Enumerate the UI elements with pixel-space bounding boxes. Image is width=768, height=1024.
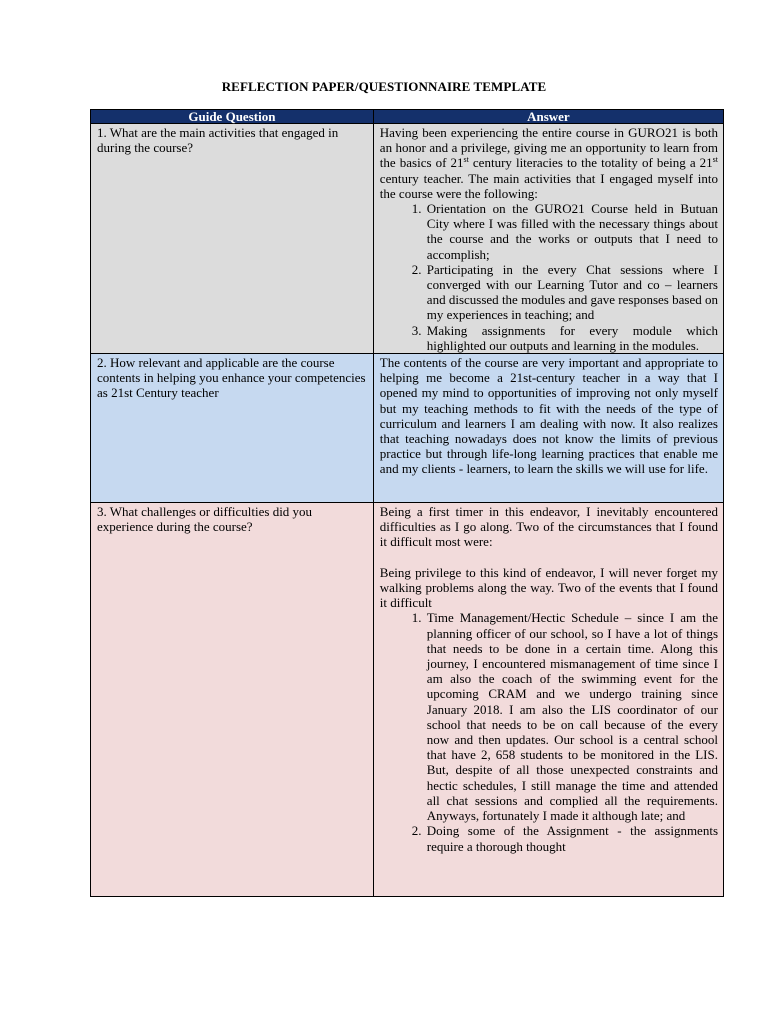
list-item: 1. Orientation on the GURO21 Course held in Butuan City where I was filled with the necessary things about the course and the works or outputs that I need to accomplish; — [425, 201, 718, 262]
activity-list — [380, 201, 718, 353]
list-item: 2. Doing some of the Assignment - the assignments require a thorough thought — [425, 823, 718, 853]
answer-paragraph: Being a first timer in this endeavor, I inevitably encountered difficulties as I go along. Two of the circumstances that I found it difficult most were: — [379, 504, 718, 550]
reflection-table — [90, 109, 724, 897]
question-text: 2. How relevant and applicable are the course contents in helping you enhance your competencies as 21st Century teacher — [97, 355, 366, 401]
header-answer: Answer — [373, 110, 723, 124]
question-cell — [91, 503, 374, 897]
answer-cell — [373, 354, 723, 503]
table-row — [91, 354, 724, 503]
superscript: st — [463, 155, 469, 165]
answer-cell — [373, 503, 723, 897]
answer-intro-part: Having been experiencing the entire course in GURO21 is both an honor and a privilege, giving me an opportunity to learn from the basics of 21 — [379, 125, 718, 171]
answer-cell — [373, 124, 723, 354]
table-header-row — [91, 110, 724, 124]
difficulty-list — [380, 610, 718, 853]
superscript: st — [712, 155, 719, 165]
table-row — [91, 503, 724, 897]
table-row — [91, 124, 724, 354]
question-text: 3. What challenges or difficulties did you experience during the course? — [97, 504, 313, 535]
question-cell — [91, 124, 374, 354]
list-item: 1. Time Management/Hectic Schedule – since I am the planning officer of our school, so I have a lot of things that needs to be done in a certain time. Along this journey, I encountered mismanagement of time since I am also the coach of the swimming event for the upcoming CRAM and we undergo training since January 2018. I am also the LIS coordinator of our school that needs to be on call because of the every now and then updates. Our school is a central school that have 2, 658 students to be monitored in the LIS. But, despite of all those unexpected constraints and hectic schedules, I still manage the time and attended all chat sessions and complied all the requirements. Anyways, fortunately I made it although late; and — [425, 610, 718, 823]
list-item: 2. Participating in the every Chat sessions where I converged with our Learning Tutor and co – learners and discussed the modules and gave responses based on my experiences in teaching; and — [425, 262, 718, 323]
answer-intro — [380, 125, 718, 201]
header-guide-question: Guide Question — [91, 110, 374, 124]
document-title: REFLECTION PAPER/QUESTIONNAIRE TEMPLATE — [221, 79, 547, 94]
answer-text: The contents of the course are very important and appropriate to helping me become a 21st-century teacher in a way that I opened my mind to opportunities of improving not only myself but my teaching methods to fit with the needs of the type of curriculum and learners I am dealing with now. It also realizes that teaching nowadays does not know the limits of previous practice but through life-long learning practices that enable me and my clients - learners, to learn the skills we will use for life. — [379, 355, 718, 477]
question-text: 1. What are the main activities that engaged in during the course? — [97, 125, 339, 156]
answer-intro-part: century literacies to the totality of being a 21 — [468, 155, 713, 171]
list-item: 3. Making assignments for every module which highlighted our outputs and learning in the modules. — [425, 323, 718, 353]
question-cell — [91, 354, 374, 503]
paragraph-spacer — [380, 550, 718, 565]
answer-paragraph: Being privilege to this kind of endeavor, I will never forget my walking problems along the way. Two of the events that I found it difficult — [379, 564, 718, 611]
answer-intro-part: century teacher. The main activities that I engaged myself into the course were the following: — [379, 170, 718, 201]
